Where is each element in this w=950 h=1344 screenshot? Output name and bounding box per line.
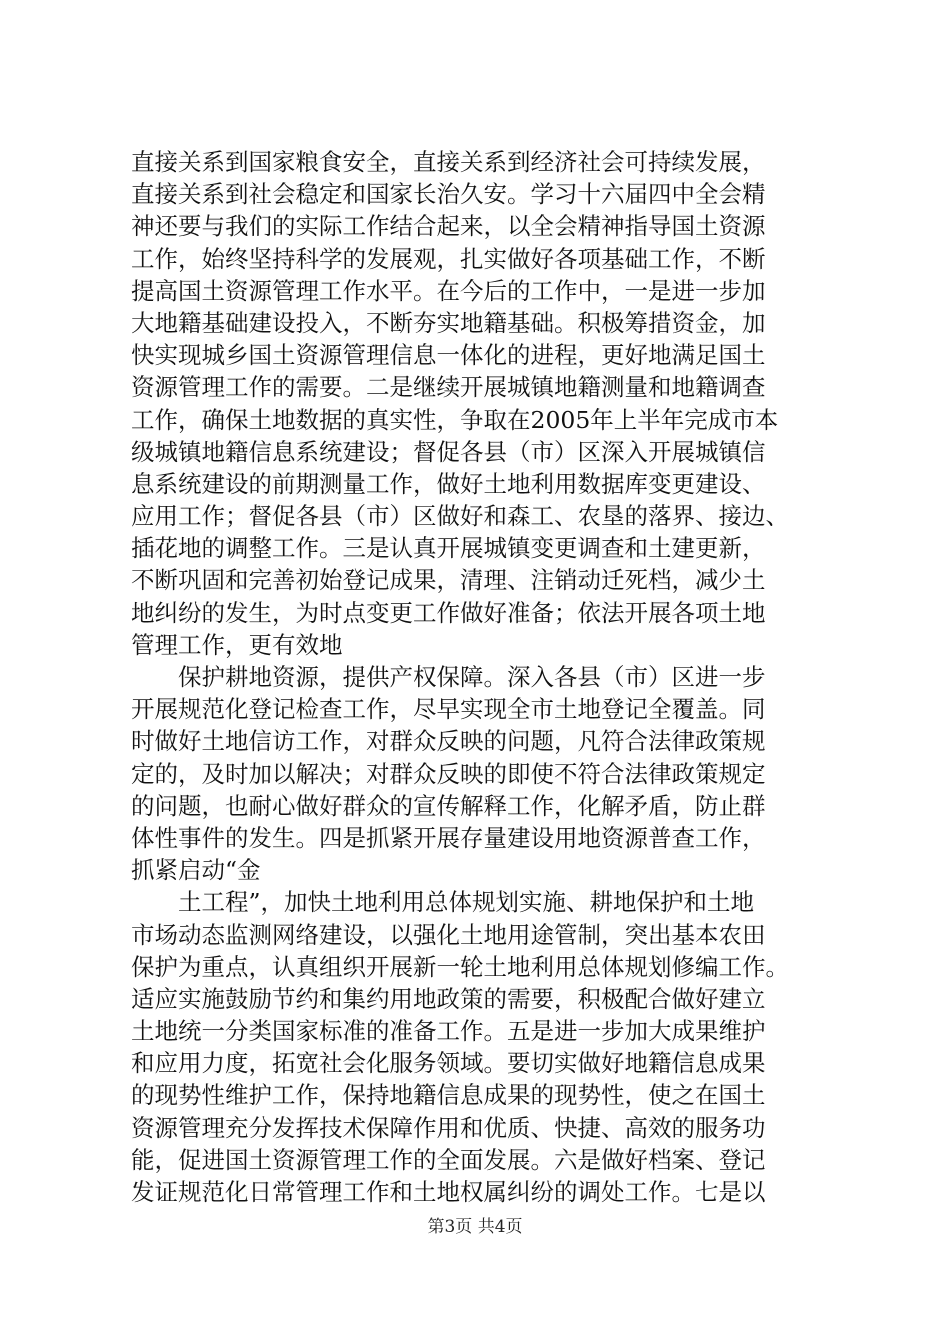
text-line: 开展规范化登记检查工作，尽早实现全市土地登记全覆盖。同 [131,695,766,724]
text-line: 资源管理工作的需要。二是继续开展城镇地籍测量和地籍调查 [131,373,766,402]
text-line: 资源管理充分发挥技术保障作用和优质、快捷、高效的服务功 [131,1113,766,1142]
text-line: 大地籍基础建设投入，不断夯实地籍基础。积极筹措资金，加 [131,308,766,337]
text-line: 抓紧启动“金 [131,856,261,885]
text-line: 快实现城乡国土资源管理信息一体化的进程，更好地满足国土 [131,341,766,370]
text-line: 工作，始终坚持科学的发展观，扎实做好各项基础工作，不断 [131,244,766,273]
text-line: 适应实施鼓励节约和集约用地政策的需要，积极配合做好建立 [131,984,766,1013]
text-line: 能，促进国土资源管理工作的全面发展。六是做好档案、登记 [131,1145,766,1174]
text-line: 土地统一分类国家标准的准备工作。五是进一步加大成果维护 [131,1017,766,1046]
text-line: 体性事件的发生。四是抓紧开展存量建设用地资源普查工作， [131,823,766,852]
text-line: 息系统建设的前期测量工作，做好土地利用数据库变更建设、 [131,469,766,498]
text-line: 管理工作，更有效地 [131,630,343,659]
text-line: 时做好土地信访工作，对群众反映的问题，凡符合法律政策规 [131,727,766,756]
text-line: 市场动态监测网络建设，以强化土地用途管制，突出基本农田 [131,920,766,949]
text-line: 保护耕地资源，提供产权保障。深入各县（市）区进一步 [178,663,766,691]
text-line: 插花地的调整工作。三是认真开展城镇变更调查和土建更新， [131,534,766,563]
text-line: 和应用力度，拓宽社会化服务领域。要切实做好地籍信息成果 [131,1049,766,1078]
text-line: 直接关系到社会稳定和国家长治久安。学习十六届四中全会精 [131,180,766,209]
text-line: 土工程”，加快土地利用总体规划实施、耕地保护和土地 [178,888,755,917]
document-body [131,146,831,1208]
text-line: 的问题，也耐心做好群众的宣传解释工作，化解矛盾，防止群 [131,791,766,820]
page-number-label: 第3页 共4页 [427,1217,523,1237]
text-line: 定的，及时加以解决；对群众反映的即使不符合法律政策规定 [131,759,766,788]
text-line: 保护为重点，认真组织开展新一轮土地利用总体规划修编工作。 [131,952,789,981]
text-line: 不断巩固和完善初始登记成果，清理、注销动迁死档，减少土 [131,566,766,595]
text-line: 的现势性维护工作，保持地籍信息成果的现势性，使之在国土 [131,1081,766,1110]
text-line: 级城镇地籍信息系统建设；督促各县（市）区深入开展城镇信 [131,437,766,466]
text-line: 发证规范化日常管理工作和土地权属纠纷的调处工作。七是以 [131,1178,766,1206]
text-line: 应用工作；督促各县（市）区做好和森工、农垦的落界、接边、 [131,502,789,531]
page-footer [0,1216,950,1238]
text-line: 地纠纷的发生，为时点变更工作做好准备；依法开展各项土地 [131,598,766,627]
text-line: 提高国土资源管理工作水平。在今后的工作中，一是进一步加 [131,276,766,305]
text-line: 直接关系到国家粮食安全，直接关系到经济社会可持续发展， [131,148,766,176]
text-line: 神还要与我们的实际工作结合起来，以全会精神指导国土资源 [131,212,766,241]
text-line: 工作，确保土地数据的真实性，争取在2005年上半年完成市本 [131,405,779,434]
